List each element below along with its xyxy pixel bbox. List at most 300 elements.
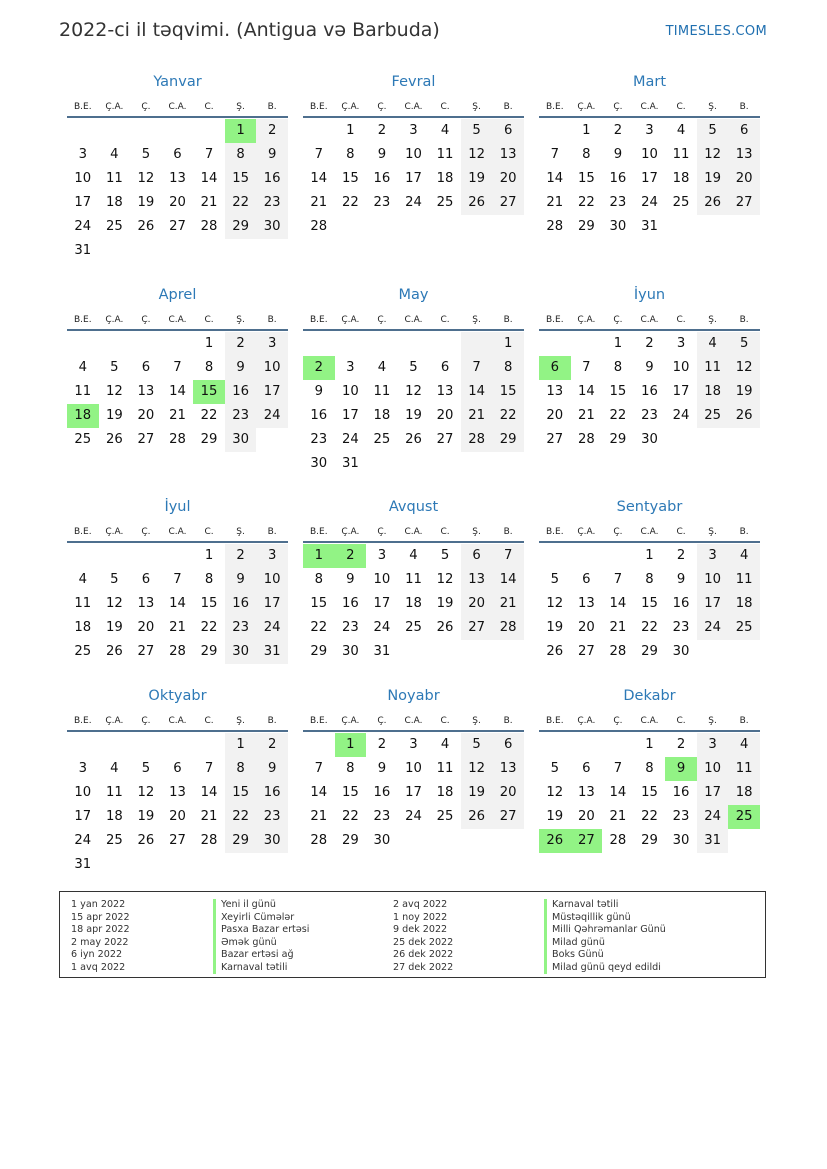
day-cell: 3 — [256, 544, 288, 568]
day-cell: 26 — [137, 833, 155, 848]
day-cell: 2 — [225, 544, 257, 568]
weekday-label: Ç. — [613, 716, 623, 726]
day-cell: 6 — [440, 360, 450, 375]
day-cell: 24 — [697, 805, 729, 829]
day-cell: 4 — [409, 548, 418, 563]
weekday-label: Ş. — [708, 315, 717, 325]
day-cell: 28 — [310, 833, 328, 848]
day-cell: 2 — [613, 123, 623, 138]
empty-day-cell — [461, 640, 493, 664]
day-cell: 11 — [105, 171, 123, 186]
day-cell: 2 — [676, 737, 686, 752]
holiday-day-cell: 27 — [571, 829, 603, 853]
day-cell: 20 — [436, 408, 454, 423]
weekday-header — [539, 713, 760, 732]
weekday-label: B.E. — [545, 527, 564, 537]
day-cell: 14 — [577, 384, 595, 399]
day-cell: 1 — [582, 123, 591, 138]
weekday-label: C.A. — [168, 102, 187, 112]
month-name: Avqust — [388, 499, 439, 515]
day-cell: 19 — [728, 380, 760, 404]
day-cell: 31 — [641, 219, 658, 234]
empty-day-cell — [539, 119, 571, 143]
day-cell: 17 — [405, 171, 422, 186]
weekday-label: B.E. — [309, 102, 328, 112]
day-cell: 16 — [341, 596, 359, 611]
day-cell: 18 — [436, 785, 454, 800]
empty-day-cell — [398, 332, 430, 356]
day-cell: 20 — [137, 408, 155, 423]
day-cell: 13 — [436, 384, 454, 399]
day-cell: 22 — [310, 620, 328, 635]
day-cell: 7 — [173, 572, 182, 587]
weekday-label: B. — [739, 527, 749, 537]
day-cell: 2 — [256, 119, 288, 143]
days-grid — [539, 119, 760, 239]
weekday-label: B.E. — [73, 102, 92, 112]
day-cell: 28 — [169, 432, 186, 447]
day-cell: 15 — [225, 167, 257, 191]
day-cell: 2 — [377, 123, 387, 138]
day-cell: 29 — [577, 219, 595, 234]
empty-day-cell — [492, 640, 524, 664]
day-cell: 9 — [377, 147, 387, 162]
empty-day-cell — [256, 239, 288, 263]
month-name: Oktyabr — [148, 688, 207, 704]
empty-day-cell — [539, 544, 571, 568]
weekday-label: C.A. — [404, 102, 423, 112]
weekday-label: Ç.A. — [341, 527, 360, 537]
day-cell: 3 — [676, 336, 686, 351]
day-cell: 14 — [200, 171, 218, 186]
weekday-label: C.A. — [168, 716, 187, 726]
weekday-label: C.A. — [404, 527, 423, 537]
day-cell: 21 — [310, 195, 328, 210]
day-cell: 18 — [105, 809, 123, 824]
day-cell: 2 — [676, 548, 686, 563]
day-cell: 24 — [256, 404, 288, 428]
weekday-header — [303, 99, 524, 118]
legend-holiday-name: Milli Qəhrəmanlar Günü — [544, 924, 666, 937]
day-cell: 3 — [256, 332, 288, 356]
weekday-label: Ç. — [377, 527, 387, 537]
empty-day-cell — [461, 829, 493, 853]
day-cell: 1 — [645, 737, 654, 752]
day-cell: 16 — [672, 596, 690, 611]
day-cell: 18 — [373, 408, 391, 423]
holiday-day-cell: 15 — [193, 380, 225, 404]
day-cell: 7 — [314, 147, 323, 162]
day-cell: 4 — [728, 733, 760, 757]
day-cell: 11 — [105, 785, 123, 800]
empty-day-cell — [429, 452, 461, 476]
weekday-header — [67, 713, 288, 732]
weekday-label: B.E. — [545, 716, 564, 726]
day-cell: 29 — [310, 644, 328, 659]
month-block — [303, 73, 524, 239]
day-cell: 28 — [609, 644, 627, 659]
legend-holiday-name: Boks Günü — [544, 949, 666, 962]
empty-day-cell — [728, 215, 760, 239]
day-cell: 31 — [341, 456, 359, 471]
site-link[interactable]: TIMESLES.COM — [665, 24, 767, 39]
day-cell: 3 — [409, 123, 418, 138]
day-cell: 21 — [169, 620, 186, 635]
empty-day-cell — [303, 119, 335, 143]
day-cell: 15 — [225, 781, 257, 805]
weekday-label: B.E. — [73, 716, 92, 726]
day-cell: 26 — [105, 432, 123, 447]
day-cell: 23 — [672, 809, 690, 824]
empty-day-cell — [130, 119, 162, 143]
day-cell: 13 — [492, 143, 524, 167]
day-cell: 10 — [405, 147, 422, 162]
weekday-label: Ç. — [141, 102, 151, 112]
weekday-label: B.E. — [309, 315, 328, 325]
weekday-label: Ş. — [236, 527, 245, 537]
empty-day-cell — [366, 215, 398, 239]
legend-names-col-1 — [213, 899, 309, 974]
day-cell: 2 — [256, 733, 288, 757]
day-cell: 14 — [200, 785, 218, 800]
weekday-label: B. — [503, 315, 513, 325]
day-cell: 17 — [672, 384, 690, 399]
day-cell: 27 — [169, 219, 186, 234]
month-name: Fevral — [391, 74, 436, 90]
day-cell: 13 — [169, 785, 186, 800]
weekday-label: C. — [676, 102, 686, 112]
day-cell: 5 — [728, 332, 760, 356]
day-cell: 14 — [169, 596, 186, 611]
legend-date: 2 avq 2022 — [393, 899, 448, 910]
day-cell: 11 — [672, 147, 690, 162]
weekday-header — [67, 99, 288, 118]
weekday-label: B.E. — [73, 315, 92, 325]
day-cell: 5 — [697, 119, 729, 143]
day-cell: 18 — [728, 592, 760, 616]
empty-day-cell — [130, 332, 162, 356]
day-cell: 9 — [225, 568, 257, 592]
weekday-label: Ç.A. — [341, 716, 360, 726]
day-cell: 29 — [341, 833, 359, 848]
day-cell: 18 — [74, 620, 92, 635]
day-cell: 18 — [105, 195, 123, 210]
weekday-label: Ç.A. — [577, 716, 596, 726]
day-cell: 5 — [141, 147, 151, 162]
day-cell: 10 — [697, 757, 729, 781]
day-cell: 3 — [78, 147, 87, 162]
day-cell: 11 — [74, 596, 92, 611]
weekday-label: Ç. — [141, 716, 151, 726]
empty-day-cell — [461, 332, 493, 356]
day-cell: 13 — [461, 568, 493, 592]
day-cell: 11 — [728, 568, 760, 592]
day-cell: 3 — [346, 360, 355, 375]
day-cell: 4 — [110, 761, 119, 776]
weekday-label: B. — [739, 102, 749, 112]
empty-day-cell — [130, 544, 162, 568]
empty-day-cell — [429, 640, 461, 664]
day-cell: 29 — [225, 829, 257, 853]
weekday-label: Ç.A. — [105, 716, 124, 726]
day-cell: 15 — [492, 380, 524, 404]
day-cell: 21 — [310, 809, 328, 824]
day-cell: 19 — [461, 167, 493, 191]
day-cell: 12 — [137, 171, 155, 186]
empty-day-cell — [130, 733, 162, 757]
day-cell: 12 — [461, 757, 493, 781]
weekday-label: Ç. — [377, 716, 387, 726]
holiday-day-cell: 1 — [303, 544, 335, 568]
day-cell: 22 — [341, 195, 359, 210]
day-cell: 16 — [225, 592, 257, 616]
weekday-header — [303, 524, 524, 543]
weekday-label: B. — [267, 315, 277, 325]
day-cell: 6 — [492, 119, 524, 143]
day-cell: 28 — [200, 219, 218, 234]
day-cell: 2 — [645, 336, 654, 351]
empty-day-cell — [398, 215, 430, 239]
day-cell: 18 — [672, 171, 690, 186]
day-cell: 30 — [341, 644, 359, 659]
day-cell: 9 — [256, 143, 288, 167]
empty-day-cell — [539, 733, 571, 757]
weekday-label: B.E. — [309, 716, 328, 726]
day-cell: 8 — [492, 356, 524, 380]
day-cell: 10 — [256, 356, 288, 380]
day-cell: 12 — [436, 572, 454, 587]
day-cell: 3 — [377, 548, 387, 563]
day-cell: 13 — [728, 143, 760, 167]
legend-holiday-name: Milad günü — [544, 937, 666, 950]
day-cell: 23 — [641, 408, 658, 423]
day-cell: 30 — [225, 640, 257, 664]
day-cell: 21 — [577, 408, 595, 423]
day-cell: 28 — [609, 833, 627, 848]
empty-day-cell — [335, 215, 367, 239]
day-cell: 12 — [546, 785, 564, 800]
day-cell: 23 — [609, 195, 627, 210]
day-cell: 17 — [74, 195, 92, 210]
day-cell: 20 — [461, 592, 493, 616]
holiday-day-cell: 26 — [539, 829, 571, 853]
legend-holiday-name: Bazar ertəsi ağ — [213, 949, 309, 962]
weekday-label: Ç. — [613, 527, 623, 537]
day-cell: 14 — [461, 380, 493, 404]
empty-day-cell — [162, 853, 194, 877]
days-grid — [67, 332, 288, 452]
day-cell: 4 — [697, 332, 729, 356]
day-cell: 12 — [105, 384, 123, 399]
month-block — [303, 286, 524, 476]
day-cell: 8 — [346, 761, 355, 776]
month-block — [539, 687, 760, 853]
day-cell: 13 — [137, 596, 155, 611]
holiday-day-cell: 1 — [335, 733, 367, 757]
month-name: İyun — [633, 287, 666, 303]
day-cell: 22 — [225, 191, 257, 215]
empty-day-cell — [99, 119, 131, 143]
legend-holiday-name: Milad günü qeyd edildi — [544, 962, 666, 975]
day-cell: 26 — [461, 805, 493, 829]
month-name: İyul — [164, 499, 191, 515]
month-name: Noyabr — [387, 688, 440, 704]
month-name: May — [398, 287, 429, 303]
weekday-label: Ş. — [472, 102, 481, 112]
day-cell: 27 — [492, 191, 524, 215]
day-cell: 30 — [672, 644, 690, 659]
days-grid — [67, 544, 288, 664]
day-cell: 10 — [373, 572, 391, 587]
day-cell: 15 — [341, 785, 359, 800]
day-cell: 24 — [256, 616, 288, 640]
day-cell: 20 — [169, 809, 186, 824]
weekday-label: Ç. — [613, 315, 623, 325]
day-cell: 28 — [461, 428, 493, 452]
day-cell: 28 — [200, 833, 218, 848]
weekday-label: C. — [676, 315, 686, 325]
day-cell: 26 — [405, 432, 422, 447]
day-cell: 23 — [310, 432, 328, 447]
empty-day-cell — [99, 544, 131, 568]
day-cell: 16 — [609, 171, 627, 186]
days-grid — [67, 119, 288, 263]
month-block — [303, 687, 524, 853]
empty-day-cell — [429, 829, 461, 853]
day-cell: 8 — [613, 360, 623, 375]
day-cell: 30 — [641, 432, 658, 447]
day-cell: 5 — [110, 360, 119, 375]
weekday-label: C.A. — [640, 102, 659, 112]
day-cell: 25 — [728, 616, 760, 640]
weekday-label: Ş. — [472, 315, 481, 325]
day-cell: 26 — [461, 191, 493, 215]
day-cell: 28 — [310, 219, 328, 234]
month-block — [539, 286, 760, 452]
day-cell: 4 — [728, 544, 760, 568]
day-cell: 24 — [405, 195, 422, 210]
weekday-label: C. — [440, 716, 450, 726]
day-cell: 23 — [256, 805, 288, 829]
day-cell: 16 — [310, 408, 328, 423]
day-cell: 22 — [200, 620, 218, 635]
day-cell: 15 — [341, 171, 359, 186]
day-cell: 7 — [173, 360, 182, 375]
weekday-label: Ş. — [708, 716, 717, 726]
day-cell: 24 — [672, 408, 690, 423]
day-cell: 20 — [169, 195, 186, 210]
day-cell: 1 — [346, 123, 355, 138]
day-cell: 28 — [169, 644, 186, 659]
day-cell: 12 — [105, 596, 123, 611]
day-cell: 11 — [697, 356, 729, 380]
weekday-label: B. — [267, 527, 277, 537]
days-grid — [303, 119, 524, 239]
month-block — [67, 687, 288, 877]
weekday-label: Ç.A. — [105, 315, 124, 325]
day-cell: 30 — [609, 219, 627, 234]
day-cell: 8 — [225, 143, 257, 167]
day-cell: 7 — [461, 356, 493, 380]
day-cell: 1 — [492, 332, 524, 356]
day-cell: 27 — [546, 432, 564, 447]
day-cell: 30 — [256, 215, 288, 239]
day-cell: 15 — [641, 785, 658, 800]
day-cell: 12 — [137, 785, 155, 800]
day-cell: 21 — [200, 809, 218, 824]
empty-day-cell — [728, 428, 760, 452]
legend-dates-col-2 — [393, 899, 453, 974]
day-cell: 22 — [577, 195, 595, 210]
day-cell: 30 — [310, 456, 328, 471]
day-cell: 7 — [613, 761, 623, 776]
day-cell: 12 — [461, 143, 493, 167]
legend-date: 18 apr 2022 — [71, 924, 130, 935]
day-cell: 9 — [346, 572, 355, 587]
day-cell: 9 — [314, 384, 323, 399]
day-cell: 22 — [200, 408, 218, 423]
day-cell: 23 — [225, 404, 257, 428]
day-cell: 4 — [440, 737, 450, 752]
weekday-label: Ş. — [472, 716, 481, 726]
day-cell: 9 — [613, 147, 623, 162]
day-cell: 23 — [672, 620, 690, 635]
holiday-day-cell: 2 — [303, 356, 335, 380]
weekday-label: Ç. — [613, 102, 623, 112]
day-cell: 1 — [645, 548, 654, 563]
day-cell: 18 — [405, 596, 422, 611]
weekday-header — [539, 312, 760, 331]
day-cell: 31 — [256, 640, 288, 664]
weekday-label: Ç. — [141, 315, 151, 325]
day-cell: 19 — [405, 408, 422, 423]
holiday-day-cell: 1 — [225, 119, 257, 143]
day-cell: 24 — [74, 219, 92, 234]
weekday-header — [67, 312, 288, 331]
empty-day-cell — [162, 239, 194, 263]
weekday-label: C.A. — [640, 716, 659, 726]
days-grid — [539, 733, 760, 853]
day-cell: 20 — [546, 408, 564, 423]
empty-day-cell — [398, 452, 430, 476]
day-cell: 16 — [225, 380, 257, 404]
empty-day-cell — [256, 428, 288, 452]
day-cell: 7 — [314, 761, 323, 776]
empty-day-cell — [398, 640, 430, 664]
days-grid — [539, 544, 760, 664]
day-cell: 5 — [110, 572, 119, 587]
day-cell: 6 — [728, 119, 760, 143]
day-cell: 1 — [204, 548, 214, 563]
weekday-label: Ç.A. — [105, 102, 124, 112]
day-cell: 8 — [645, 761, 654, 776]
day-cell: 23 — [225, 616, 257, 640]
legend-date: 2 may 2022 — [71, 936, 129, 948]
holiday-day-cell: 6 — [539, 356, 571, 380]
day-cell: 25 — [672, 195, 690, 210]
day-cell: 26 — [546, 644, 564, 659]
empty-day-cell — [665, 215, 697, 239]
month-name: Yanvar — [153, 74, 202, 90]
legend-date: 1 yan 2022 — [71, 899, 126, 910]
empty-day-cell — [162, 119, 194, 143]
day-cell: 9 — [256, 757, 288, 781]
day-cell: 17 — [256, 380, 288, 404]
empty-day-cell — [461, 452, 493, 476]
day-cell: 13 — [137, 384, 155, 399]
holiday-day-cell: 2 — [335, 544, 367, 568]
weekday-label: B. — [503, 716, 513, 726]
